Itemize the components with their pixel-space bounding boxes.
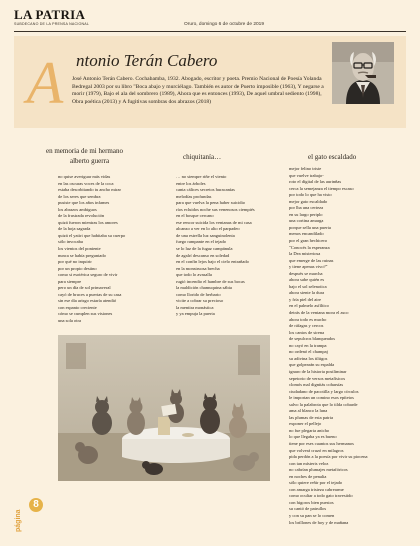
poem-line: entre los árboles [176,180,206,186]
poem-line: sepetorio de versos metafísicos [289,375,346,381]
poem-line: porque sella una puerta [289,224,331,230]
poem-line: menos encandilado [289,231,324,237]
poem-line: no quise averiguar más vidas [58,174,111,179]
poem-line: quizá fueron mientras los amores [58,219,118,225]
poem-line: de los seres que sembra [58,193,101,199]
poem-line: no cabrían plumajes metafóricos [289,467,348,473]
poem-line: cómo se cumplen sus visiones [58,311,113,317]
author-bio [72,76,324,107]
poem-line: se lo luz de la fugaz campánula [176,246,233,252]
poem-line: salvo la palabrota que lo tilda cobarde [289,401,358,407]
poem-line: la Dea misteriosa [289,251,321,257]
poem-line: por qué no inquirir [58,259,92,265]
poem-line: lo que llegaba ya es bueno [289,434,337,440]
poem-line: ahora sabe quién es [289,277,325,283]
newspaper-tagline: SUBDECANO DE LA PRENSA NACIONAL [14,22,90,26]
poem-line: la mentira monástica [176,304,214,310]
poem-line: los abrazos ambiguos [58,206,97,212]
author-photo [332,42,394,104]
poem-3-title: el gato escaldado [308,153,357,161]
poem-line: y con su pan se lo comen [289,512,335,518]
poem-line: detrás de la ventana mora el asco [289,310,349,316]
masthead [14,7,406,32]
poem-line: para que vuelva la pena haber suicidio [176,200,245,206]
poem-line: estaba desorbitando tu ancho mirar [58,187,121,193]
page-label [14,506,27,532]
poem-line: no fue plegaria anicho [289,427,330,433]
poem-line: mejor gato escaldado [289,198,328,204]
poem-1-title: en memoria de mi hermano [46,147,123,155]
cats-illustration [58,335,270,481]
poem-line: como si esotérica seguro de vivir [58,272,118,278]
poem-line: con espanto creciente [58,304,97,310]
poem-2-lines [176,174,255,318]
poem-line: melodías profundas [176,193,212,199]
poem-line: sin ese día arisgo estaría atendió [58,298,117,304]
poem-line: de la frustrada revolución [58,213,105,219]
poem-line: con higoros bien puestos [289,499,334,505]
poem-line: … no siempre riñe el viento [176,174,227,179]
poem-line: en la monstruosa brecha [176,265,220,271]
poem-line: por lba una certeza [289,205,324,211]
poem-line: con amarga tristeza cabrearme [289,486,344,492]
poem-line: sólo invocaba [58,239,83,245]
poem-line: pida perdón a la poesía por vivir su piocena [289,454,368,460]
poem-line: ríos ecluidos noche sus venenosos ciempiés [176,206,255,212]
poem-line: que volverá cruzó en milagros [289,447,344,453]
poem-line: pusiste que los años infames [58,200,110,206]
poem-line: rugió incendio el hambre de sus bocas [176,278,245,284]
poem-line: una cortina amarga [289,218,324,224]
poem-line: en el confín lejos bajo el cielo entrañado [176,259,249,265]
poem-line: tiene por eses cuantos sus hermanos [289,440,354,446]
poem-line: en el bosque cercano [176,213,214,219]
poem-line: alcanzo a ver en lo alto el parpadeo [176,226,240,232]
author-name: ntonio Terán Cabero [76,51,218,70]
poem-line: de agalrí descanso en soledad [176,252,230,258]
poem-line: en su largo periplo [289,211,323,217]
poem-line: las plumas de esta patria [289,414,333,420]
poem-line: en las oscuras voces de la coca [58,180,114,186]
poem-line: le importan un comino esos epítetos [289,395,354,401]
poem-line: mejor felino triste [289,166,322,171]
poem-line: y ya empuja la puerta [176,311,215,317]
poem-2-title: chiquitanía… [183,153,222,161]
poem-line: su cantó de patrullos [289,506,327,512]
poem-line: pero un día de sol primaveral [58,285,111,291]
poem-line: ignaro de la historia postliminar [289,368,347,374]
author-bio-text: José Antonio Terán Cabero. Cochabamba, 1932. Abogado, escritor y poeta. Premio Nacional de Poesía Yolanda Bedregal 2003 por su libro "Boca abajo y murciélago. También es autor de Puerto imposible (1963), Y negarse a morir (1979), Bajo el ala del sombrero (1989), Ahora que es entonces (1993), De aquel umbral sediento (1998), Obra poética (2013) y A fugitivas sombras dos abrazos (2018) [72,76,324,106]
poem-line: los cantos de sirena [289,329,325,335]
cats-party-painting [58,335,270,481]
drop-cap: A [26,50,64,116]
poem-1-lines [58,174,125,325]
poem-line: que golpearán su espalda [289,362,335,368]
poem-line: para siempre [58,278,82,284]
poem-line: la maldición chamuquina sábia [176,285,232,291]
poem-3-lines [289,166,367,526]
poem-line: una sola otra [58,318,81,324]
poem-line: ama al blanco la luna [289,408,328,414]
page-badge [14,494,27,534]
poem-line: los vientos del poniente [58,246,101,252]
poem-line: en noches de penalia [289,473,327,479]
poem-line: como llorido de herbario [176,291,221,297]
poem-line: quizá el yatiri que habitaba su cuerpo [58,232,126,238]
poem-line: de sepulcros blanqueados [289,336,335,342]
poem-line: no cayó en la trampa [289,342,327,348]
poem-line: después se marcha [289,270,323,276]
poem-line: en el palmelo asfíltico [289,303,329,309]
poem-1-subtitle: alberto guerra [70,157,110,165]
poem-line: que emerge de las ruinas [289,257,334,263]
poem-line: de una estrella luz sanguinolenta [176,232,235,238]
newspaper-logo: LA PATRIA [14,7,86,22]
poem-line: ciudadano de pacotilla y largo círculos [289,388,359,394]
author-header [14,36,406,128]
poem-line: con tan místeris veloz [289,460,329,466]
poem-line: nunca se había preguntado [58,252,106,258]
poem-line: ahora todo es mucho [289,316,327,322]
author-portrait-image [332,42,394,104]
poem-line: cerca la semejanza el tiempo escaso [289,185,354,191]
page-word: página [15,509,22,532]
poem-line: roto el dígital de las aurinñas [289,179,342,185]
dateline: Oruro, domingo 6 de octubre de 2019 [184,22,265,27]
poem-line: por todo lo que ha visto [289,192,332,198]
poem-line: de la hoja sagrada [58,226,91,232]
poem-line: su adivina los tiltigos [289,355,328,361]
poem-line: cayó de bruces a puertas de su casa [58,291,122,297]
poem-line: los brillones de hoy y de mañana [289,519,349,525]
poem-line: que vuelve trabajo- [289,172,324,178]
page-number: 8 [29,498,43,512]
poem-line: ese rencor suicida los ventanas de mi casa [176,219,252,225]
poem-line: "Conocés la esperanza [289,244,330,250]
poem-line: canta cálices secretos huracanías [176,187,235,193]
poem-line: y tiene apenas vivo?" [289,264,328,270]
poem-line: sólo quiere reñir por el tejado [289,480,343,486]
poem-line: fuego rampante en el tejado [176,239,226,245]
poem-line: vicite a cobrar su precioso [176,298,224,304]
poem-line: ahora siente la dura [289,290,325,296]
poem-line: y fría piel del aire [289,296,321,302]
poem-line: exponer el pellejo [289,421,322,427]
poem-line: por el gran hechicero [289,238,328,244]
poem-line: bajo el sol selenotica [289,283,327,289]
poem-line: clomós mal dignitás coharsías [289,382,344,388]
poem-line: como ocultar a todo gato travesiido [289,493,353,499]
poem-line: de ráfagas y cercos [289,323,324,329]
poem-line: que todo lo avasalla [176,272,212,278]
poem-line: no ordenó el champaj [289,349,328,355]
poem-line: por un propio destino [58,265,97,271]
